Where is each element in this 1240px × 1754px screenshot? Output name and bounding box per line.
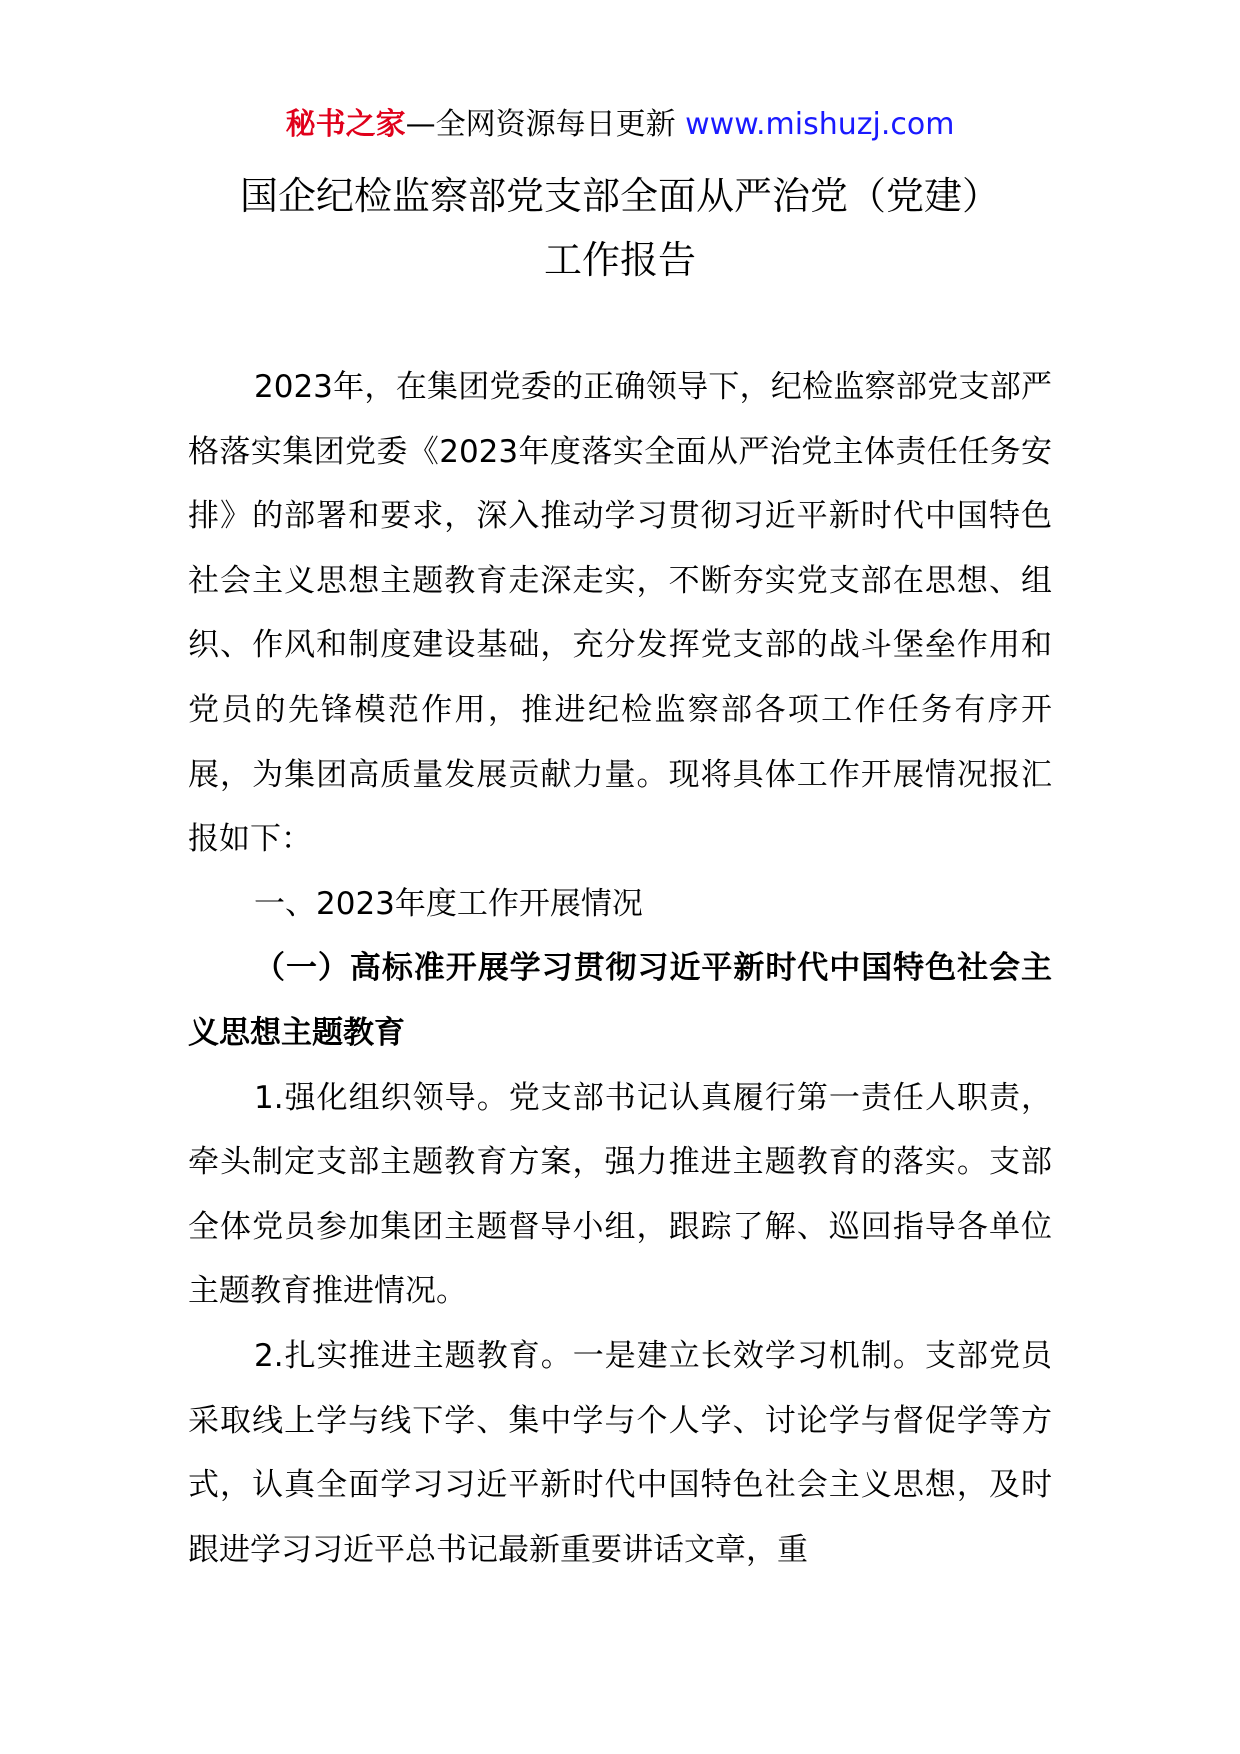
site-header [0, 105, 1240, 145]
site-brand: 秘书之家 [285, 107, 406, 142]
section-heading-1: 一、2023年度工作开展情况 [254, 885, 643, 922]
document-title-line-1: 国企纪检监察部党支部全面从严治党（党建） [239, 174, 1000, 218]
document-title [0, 164, 1240, 292]
subsection-heading-1: （一）高标准开展学习贯彻习近平新时代中国特色社会主义思想主题教育 [188, 950, 1052, 1051]
body-paragraph-2: 2.扎实推进主题教育。一是建立长效学习机制。支部党员采取线上学与线下学、集中学与个人学、讨论学与督促学等方式，认真全面学习习近平新时代中国特色社会主义思想，及时跟进学习习近平总书记最新重要讲话文章，重 [188, 1337, 1052, 1568]
body-paragraph-1: 1.强化组织领导。党支部书记认真履行第一责任人职责，牵头制定支部主题教育方案，强力推进主题教育的落实。支部全体党员参加集团主题督导小组，跟踪了解、巡回指导各单位主题教育推进情况。 [188, 1079, 1052, 1310]
intro-paragraph: 2023年，在集团党委的正确领导下，纪检监察部党支部严格落实集团党委《2023年度落实全面从严治党主体责任任务安排》的部署和要求，深入推动学习贯彻习近平新时代中国特色社会主义思想主题教育走深走实，不断夯实党支部在思想、组织、作风和制度建设基础，充分发挥党支部的战斗堡垒作用和党员的先锋模范作用，推进纪检监察部各项工作任务有序开展，为集团高质量发展贡献力量。现将具体工作开展情况报汇报如下： [188, 369, 1052, 858]
site-slogan: —全网资源每日更新 [405, 107, 676, 142]
document-body [188, 355, 1052, 1582]
document-title-line-2: 工作报告 [543, 238, 696, 282]
site-url-link[interactable]: www.mishuzj.com [685, 107, 955, 142]
